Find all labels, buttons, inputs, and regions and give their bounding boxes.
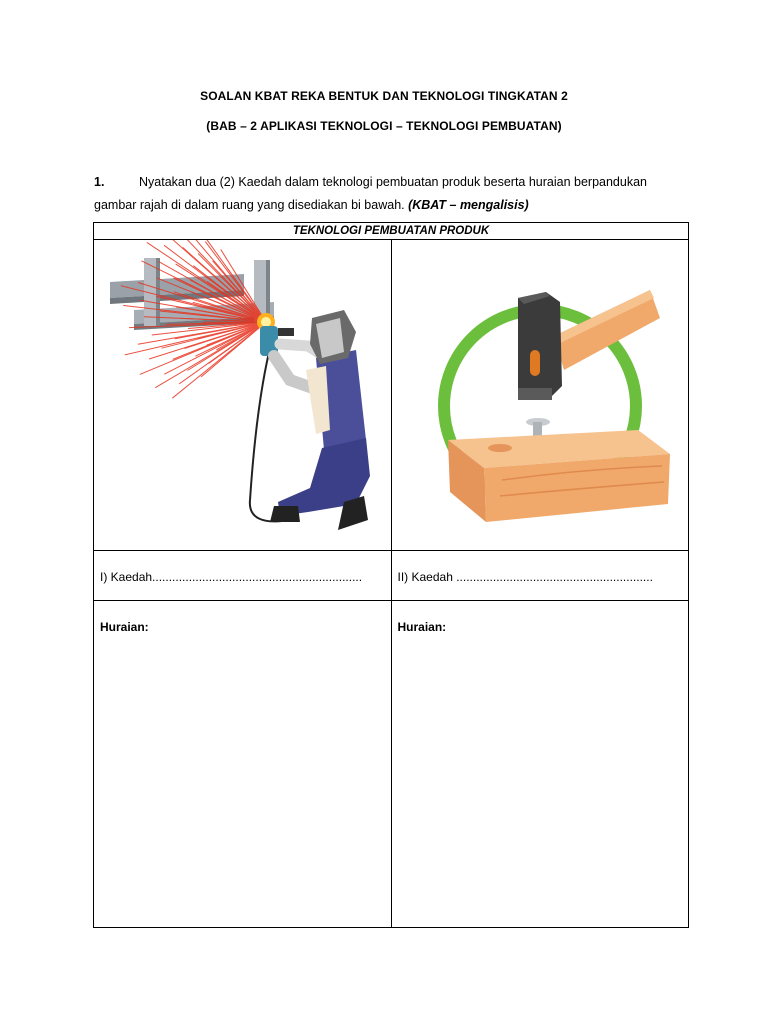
question-number: 1. [94,175,105,189]
kaedah-label-left: I) Kaedah............................................................... [100,570,363,584]
kaedah-cell-right[interactable] [391,551,689,601]
hammer-nail-icon [392,240,688,550]
spark-ray [164,322,266,374]
huraian-cell-left[interactable] [94,601,392,928]
document-subtitle: (BAB – 2 APLIKASI TEKNOLOGI – TEKNOLOGI PEMBUATAN) [206,119,562,133]
document-title: SOALAN KBAT REKA BENTUK DAN TEKNOLOGI TINGKATAN 2 [200,89,568,103]
question-text-line2-wrap [94,198,529,212]
question-text-line1: Nyatakan dua (2) Kaedah dalam teknologi pembuatan produk beserta huraian berpandukan [139,175,647,189]
answer-table [93,222,689,928]
kaedah-cell-left[interactable] [94,551,392,601]
welder-grinding-icon [94,240,390,550]
question-text-line2: gambar rajah di dalam ruang yang disediakan bi bawah. [94,198,409,212]
image-cell-right [391,240,689,551]
huraian-label-left: Huraian: [100,620,149,634]
huraian-label-right: Huraian: [397,620,447,634]
huraian-cell-right[interactable] [391,601,689,928]
image-cell-left [94,240,392,551]
table-header: TEKNOLOGI PEMBUATAN PRODUK [94,223,689,240]
kaedah-label-right: II) Kaedah ........................................................... [397,570,653,584]
kbat-tag: (KBAT – mengalisis) [408,198,529,212]
